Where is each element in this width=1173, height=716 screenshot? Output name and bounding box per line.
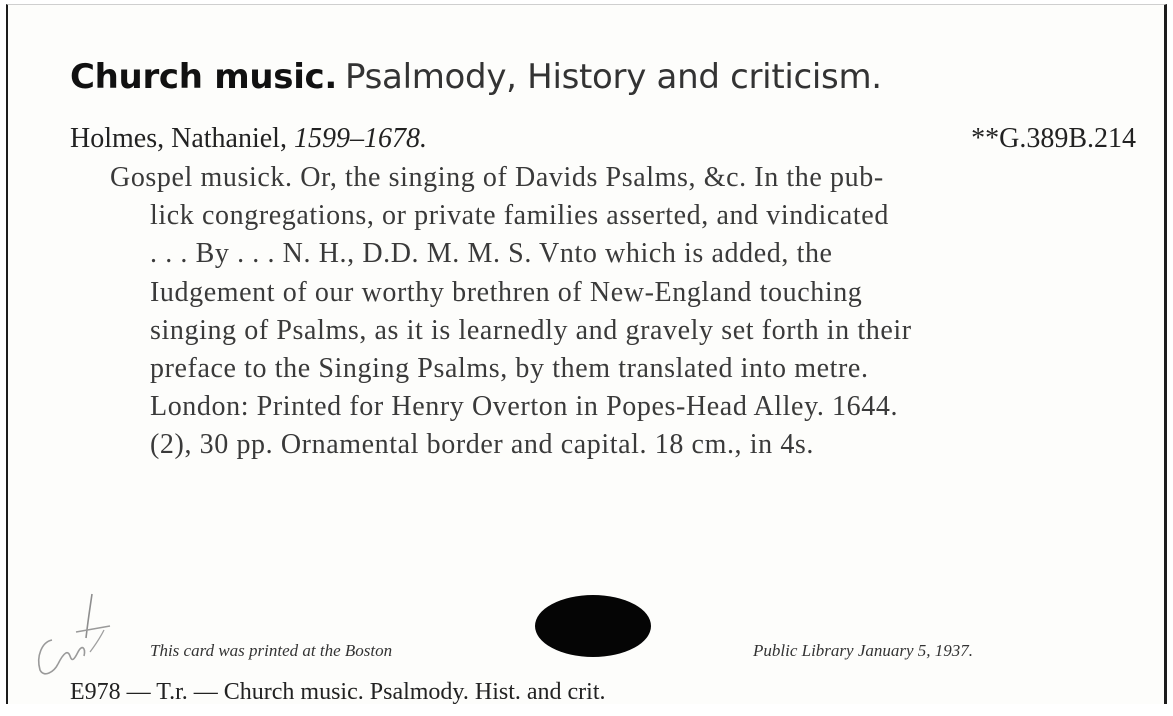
printed-note-right: Public Library January 5, 1937. bbox=[753, 641, 974, 660]
imprint-line: London: Printed for Henry Overton in Popes-Head Alley. 1644. bbox=[150, 391, 899, 423]
call-number: **G.389B.214 bbox=[971, 123, 1136, 154]
printed-note-left: This card was printed at the Boston bbox=[150, 641, 393, 660]
title-line: Iudgement of our worthy brethren of New-England touching bbox=[150, 276, 863, 308]
pencil-annotation-mark bbox=[24, 590, 134, 685]
title-line: . . . By . . . N. H., D.D. M. M. S. Vnto which is added, the bbox=[150, 238, 833, 270]
subject-heading-main: Church music. bbox=[70, 57, 338, 97]
collation-line: (2), 30 pp. Ornamental border and capital. 18 cm., in 4s. bbox=[150, 429, 815, 461]
redaction-blot bbox=[535, 595, 651, 657]
title-line: singing of Psalms, as it is learnedly and gravely set forth in their bbox=[150, 314, 912, 346]
title-line: Gospel musick. Or, the singing of Davids Psalms, &c. In the pub- bbox=[110, 162, 884, 193]
subject-heading-sub: Psalmody, History and criticism. bbox=[345, 57, 882, 97]
author-surname: Holmes, bbox=[70, 123, 165, 154]
catalog-card bbox=[6, 4, 1167, 704]
author-dates: 1599–1678. bbox=[293, 123, 427, 154]
author-given-name: Nathaniel, bbox=[171, 123, 287, 154]
author-line bbox=[70, 123, 1136, 155]
title-line: lick congregations, or private families asserted, and vindicated bbox=[150, 200, 889, 232]
subject-heading bbox=[70, 57, 882, 97]
title-description bbox=[110, 159, 1150, 465]
title-line: preface to the Singing Psalms, by them translated into metre. bbox=[150, 353, 869, 385]
tracing-line: E978 — T.r. — Church music. Psalmody. Hist. and crit. bbox=[70, 679, 606, 705]
